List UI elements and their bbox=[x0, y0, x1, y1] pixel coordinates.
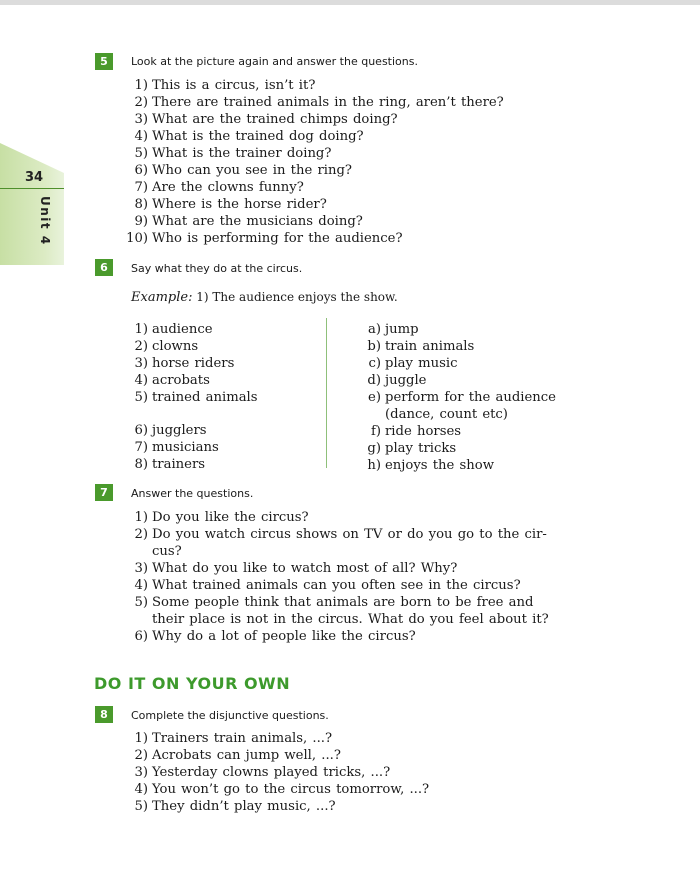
list-item bbox=[131, 798, 429, 815]
item-number: 5) bbox=[134, 595, 148, 610]
list-item bbox=[131, 577, 609, 594]
item-text: jump bbox=[385, 322, 419, 337]
list-item bbox=[131, 456, 258, 473]
item-number: b) bbox=[367, 339, 381, 354]
item-text: ride horses bbox=[385, 424, 462, 439]
list-item bbox=[131, 439, 258, 456]
item-number: 5) bbox=[134, 799, 148, 814]
item-number: f) bbox=[370, 424, 381, 439]
item-text: Where is the horse rider? bbox=[152, 197, 327, 212]
list-item bbox=[364, 338, 556, 355]
item-text: What are the trained chimps doing? bbox=[152, 112, 398, 127]
item-text: enjoys the show bbox=[385, 458, 495, 473]
item-number: 7) bbox=[134, 180, 148, 195]
list-item bbox=[131, 764, 429, 781]
exercise-7-instruction: Answer the questions. bbox=[131, 487, 254, 500]
exercise-5-instruction: Look at the picture again and answer the questions. bbox=[131, 55, 418, 68]
list-item bbox=[364, 355, 556, 372]
item-text-continuation: cus? bbox=[152, 544, 182, 559]
list-item bbox=[131, 628, 609, 645]
list-item bbox=[131, 509, 609, 526]
item-number: 2) bbox=[134, 339, 148, 354]
item-text: Yesterday clowns played tricks, ...? bbox=[152, 765, 391, 780]
item-text: They didn’t play music, ...? bbox=[152, 799, 336, 814]
item-number: g) bbox=[367, 441, 381, 456]
item-number: 1) bbox=[134, 322, 148, 337]
exercise-8-badge: 8 bbox=[95, 706, 113, 723]
exercise-5-list bbox=[123, 77, 504, 247]
item-number: 9) bbox=[134, 214, 148, 229]
list-item bbox=[131, 338, 258, 355]
list-item bbox=[123, 162, 504, 179]
item-text: What is the trainer doing? bbox=[152, 146, 332, 161]
item-number: 7) bbox=[134, 440, 148, 455]
item-text: play music bbox=[385, 356, 458, 371]
exercise-6-left-column bbox=[131, 321, 258, 473]
list-item bbox=[364, 321, 556, 338]
list-item bbox=[123, 111, 504, 128]
item-number: 4) bbox=[134, 373, 148, 388]
item-number: 4) bbox=[134, 578, 148, 593]
item-number: d) bbox=[367, 373, 381, 388]
list-item bbox=[131, 389, 258, 406]
item-number: 1) bbox=[134, 731, 148, 746]
item-number: 8) bbox=[134, 197, 148, 212]
item-text: horse riders bbox=[152, 356, 235, 371]
item-text-continuation: their place is not in the circus. What do you feel about it? bbox=[152, 612, 549, 627]
exercise-6-instruction: Say what they do at the circus. bbox=[131, 262, 303, 275]
item-number: 3) bbox=[134, 112, 148, 127]
item-number: 4) bbox=[134, 129, 148, 144]
item-text: Trainers train animals, ...? bbox=[152, 731, 333, 746]
item-number: 1) bbox=[134, 510, 148, 525]
list-spacer bbox=[131, 406, 258, 422]
exercise-6-badge: 6 bbox=[95, 259, 113, 276]
item-text: What do you like to watch most of all? Why? bbox=[152, 561, 458, 576]
list-item bbox=[131, 321, 258, 338]
item-number: 10) bbox=[126, 231, 148, 246]
item-text: This is a circus, isn’t it? bbox=[152, 78, 316, 93]
list-item bbox=[364, 457, 556, 474]
item-number: 6) bbox=[134, 163, 148, 178]
item-number: 8) bbox=[134, 457, 148, 472]
item-number: c) bbox=[368, 356, 381, 371]
item-text: trainers bbox=[152, 457, 206, 472]
item-text: Who is performing for the audience? bbox=[152, 231, 403, 246]
exercise-8-instruction: Complete the disjunctive questions. bbox=[131, 709, 329, 722]
exercise-5-badge: 5 bbox=[95, 53, 113, 70]
example-text: 1) The audience enjoys the show. bbox=[196, 290, 398, 304]
list-item bbox=[131, 781, 429, 798]
list-item bbox=[131, 594, 609, 611]
item-number: 2) bbox=[134, 748, 148, 763]
item-number: 5) bbox=[134, 390, 148, 405]
list-item bbox=[123, 196, 504, 213]
list-item bbox=[364, 372, 556, 389]
example-label: Example: bbox=[131, 290, 193, 305]
item-text: There are trained animals in the ring, aren’t there? bbox=[152, 95, 504, 110]
item-text: acrobats bbox=[152, 373, 210, 388]
item-text: clowns bbox=[152, 339, 199, 354]
list-item-continuation bbox=[131, 543, 609, 560]
item-text: train animals bbox=[385, 339, 475, 354]
item-number: 3) bbox=[134, 561, 148, 576]
list-item bbox=[123, 94, 504, 111]
item-text: Some people think that animals are born to be free and bbox=[152, 595, 534, 610]
item-text: Are the clowns funny? bbox=[152, 180, 304, 195]
exercise-7-list bbox=[131, 509, 609, 645]
list-item bbox=[364, 440, 556, 457]
item-text: trained animals bbox=[152, 390, 258, 405]
column-divider bbox=[326, 318, 327, 468]
list-item bbox=[131, 372, 258, 389]
list-item bbox=[131, 730, 429, 747]
list-item-continuation bbox=[131, 611, 609, 628]
item-text: juggle bbox=[385, 373, 427, 388]
item-text: Who can you see in the ring? bbox=[152, 163, 352, 178]
item-number: a) bbox=[367, 322, 381, 337]
item-text: audience bbox=[152, 322, 213, 337]
item-number: 6) bbox=[134, 629, 148, 644]
item-number: 3) bbox=[134, 356, 148, 371]
item-text: musicians bbox=[152, 440, 219, 455]
item-number: 2) bbox=[134, 527, 148, 542]
list-item bbox=[131, 526, 609, 543]
list-item bbox=[364, 389, 556, 406]
do-it-on-your-own-heading: DO IT ON YOUR OWN bbox=[94, 674, 291, 693]
unit-label: Unit 4 bbox=[38, 196, 52, 246]
item-number: 1) bbox=[134, 78, 148, 93]
item-number: 6) bbox=[134, 423, 148, 438]
list-item bbox=[123, 128, 504, 145]
list-item bbox=[131, 355, 258, 372]
item-text: Acrobats can jump well, ...? bbox=[152, 748, 341, 763]
item-text: perform for the audience bbox=[385, 390, 556, 405]
item-number: e) bbox=[368, 390, 381, 405]
item-text: You won’t go to the circus tomorrow, ...? bbox=[152, 782, 430, 797]
item-text: Why do a lot of people like the circus? bbox=[152, 629, 416, 644]
unit-tab bbox=[0, 143, 64, 265]
exercise-6-example bbox=[131, 290, 398, 305]
item-number: 5) bbox=[134, 146, 148, 161]
list-item bbox=[123, 213, 504, 230]
list-item bbox=[123, 145, 504, 162]
list-item bbox=[123, 179, 504, 196]
list-item bbox=[123, 230, 504, 247]
list-item bbox=[131, 422, 258, 439]
item-number: h) bbox=[367, 458, 381, 473]
exercise-7-badge: 7 bbox=[95, 484, 113, 501]
item-number: 4) bbox=[134, 782, 148, 797]
item-number: 2) bbox=[134, 95, 148, 110]
top-edge bbox=[0, 0, 700, 5]
list-item bbox=[123, 77, 504, 94]
list-item bbox=[131, 747, 429, 764]
item-text: What trained animals can you often see in the circus? bbox=[152, 578, 521, 593]
item-text: jugglers bbox=[152, 423, 207, 438]
page-number: 34 bbox=[24, 170, 44, 185]
tab-divider-line bbox=[0, 188, 64, 189]
list-item-continuation bbox=[364, 406, 556, 423]
exercise-6-right-column bbox=[364, 321, 556, 474]
item-text-continuation: (dance, count etc) bbox=[385, 407, 508, 422]
item-text: Do you like the circus? bbox=[152, 510, 309, 525]
item-text: What are the musicians doing? bbox=[152, 214, 363, 229]
list-item bbox=[364, 423, 556, 440]
item-text: What is the trained dog doing? bbox=[152, 129, 364, 144]
item-text: Do you watch circus shows on TV or do you go to the cir- bbox=[152, 527, 547, 542]
item-text: play tricks bbox=[385, 441, 457, 456]
list-item bbox=[131, 560, 609, 577]
exercise-8-list bbox=[131, 730, 429, 815]
item-number: 3) bbox=[134, 765, 148, 780]
